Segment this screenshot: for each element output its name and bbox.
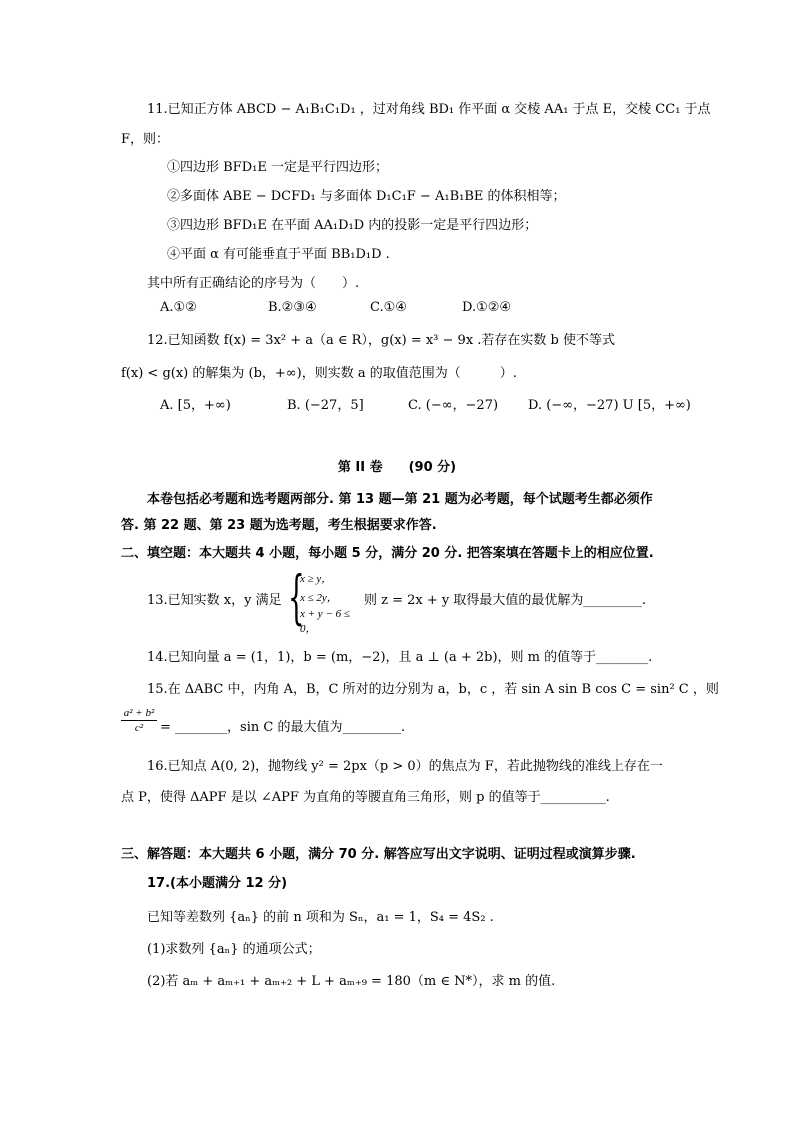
q11-item1: ①四边形 BFD₁E 一定是平行四边形；: [167, 160, 388, 175]
q12-option-b: B. (−27，5]: [287, 398, 364, 413]
q12-line1: 12.已知函数 f(x) = 3x² + a（a ∈ R），g(x) = x³ − 9x .若存在实数 b 使不等式: [147, 333, 616, 348]
q13-prefix: 13.已知实数 x，y 满足: [147, 593, 282, 608]
q11-item4: ④平面 α 有可能垂直于平面 BB₁D₁D .: [167, 247, 390, 262]
q11-option-c: C.①④: [370, 300, 407, 315]
q16-line1: 16.已知点 A(0, 2)，抛物线 y² = 2px（p > 0）的焦点为 F，若此抛物线的准线上存在一: [147, 759, 663, 774]
q15-fraction: [121, 707, 157, 734]
q11-prompt: 其中所有正确结论的序号为（ ）.: [147, 276, 360, 291]
section3-heading: 三、解答题：本大题共 6 小题，满分 70 分. 解答应写出文字说明、证明过程或演算步骤.: [121, 847, 636, 862]
q11-line1: 11.已知正方体 ABCD − A₁B₁C₁D₁ ，过对角线 BD₁ 作平面 α 交棱 AA₁ 于点 E，交棱 CC₁ 于点: [147, 102, 711, 117]
q17-line2: (1)求数列 {aₙ} 的通项公式；: [147, 942, 321, 957]
q14-text: 14.已知向量 a = (1，1)，b = (m，−2)，且 a ⊥ (a + 2b)，则 m 的值等于________.: [147, 650, 653, 665]
q13-cond2: x ≤ 2y，: [300, 592, 338, 604]
part2-title: 第 II 卷 (90 分): [337, 460, 457, 475]
section2-heading: 二、填空题：本大题共 4 小题，每小题 5 分，满分 20 分. 把答案填在答题卡上的相应位置.: [121, 546, 654, 561]
q12-line2: f(x) < g(x) 的解集为 (b，+∞)，则实数 a 的取值范围为（ ）.: [121, 366, 517, 381]
q11-line2: F，则：: [121, 132, 170, 147]
q17-title: 17.(本小题满分 12 分): [147, 876, 288, 891]
q11-item2: ②多面体 ABE − DCFD₁ 与多面体 D₁C₁F − A₁B₁BE 的体积相等；: [167, 189, 566, 204]
part2-intro2: 答. 第 22 题、第 23 题为选考题，考生根据要求作答.: [121, 518, 437, 533]
q13-cond1: x ≥ y，: [300, 573, 333, 585]
q17-line1: 已知等差数列 {aₙ} 的前 n 项和为 Sₙ，a₁ = 1，S₄ = 4S₂ .: [147, 910, 494, 925]
q15-line1: 15.在 ΔABC 中，内角 A，B，C 所对的边分别为 a，b，c ，若 sin A sin B cos C = sin² C ，则: [147, 682, 719, 697]
q15-line2: = ________，sin C 的最大值为_________.: [160, 720, 406, 735]
q13-cond3: x + y − 6 ≤ 0，: [300, 608, 350, 635]
q12-option-a: A. [5，+∞): [160, 398, 231, 413]
q13-suffix: 则 z = 2x + y 取得最大值的最优解为_________.: [364, 593, 647, 608]
q15-frac-denominator: c²: [134, 722, 144, 734]
q13-conditions: [288, 563, 358, 635]
q12-option-d: D. (−∞，−27) U [5，+∞): [528, 398, 691, 413]
q11-item3: ③四边形 BFD₁E 在平面 AA₁D₁D 内的投影一定是平行四边形；: [167, 218, 538, 233]
q17-line3: (2)若 aₘ + aₘ₊₁ + aₘ₊₂ + L + aₘ₊₉ = 180（m ∈ N*），求 m 的值.: [147, 974, 556, 989]
q11-option-b: B.②③④: [268, 300, 317, 315]
q11-option-d: D.①②④: [462, 300, 512, 315]
q15-frac-numerator: a² + b²: [121, 707, 157, 721]
q11-option-a: A.①②: [160, 300, 197, 315]
brace-symbol: {: [288, 563, 305, 631]
q12-option-c: C. (−∞，−27): [408, 398, 499, 413]
part2-intro1: 本卷包括必考题和选考题两部分. 第 13 题—第 21 题为必考题，每个试题考生都必须作: [147, 492, 653, 507]
q16-line2: 点 P，使得 ΔAPF 是以 ∠APF 为直角的等腰直角三角形，则 p 的值等于__________.: [121, 790, 610, 805]
